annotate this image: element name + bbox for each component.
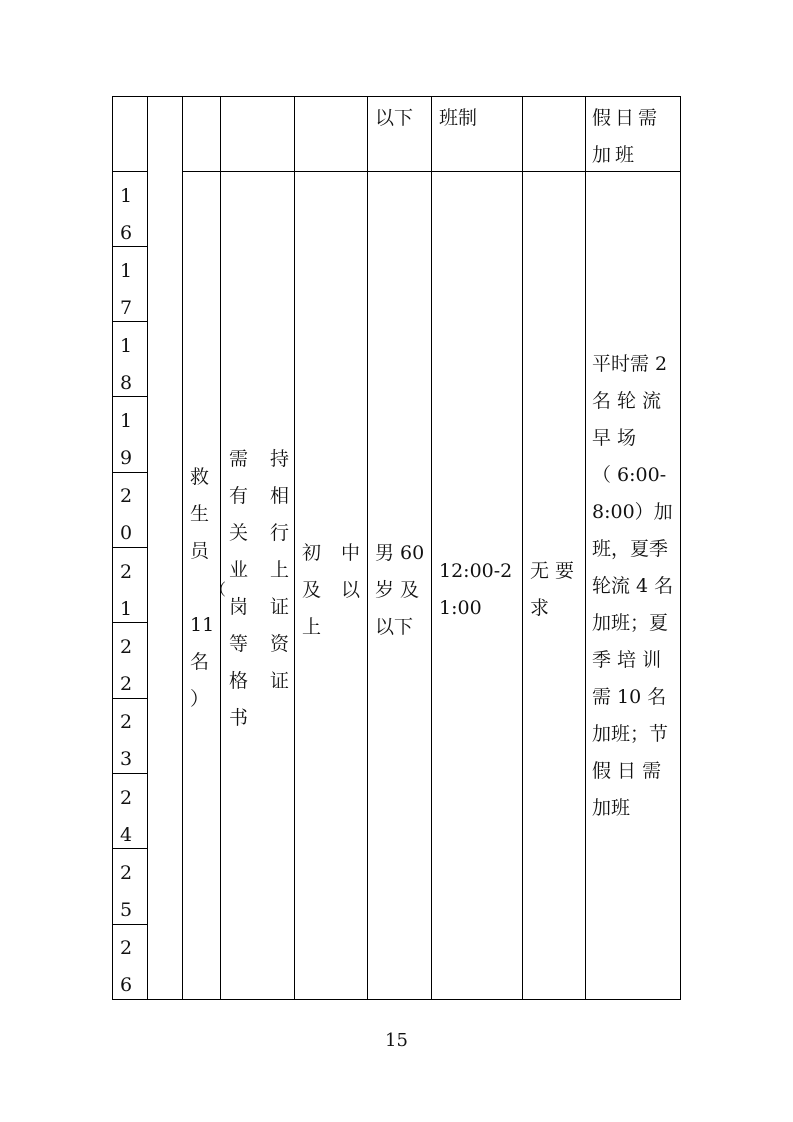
row-number: 2 1 xyxy=(120,561,133,620)
row-number: 2 3 xyxy=(120,711,133,770)
col-border xyxy=(522,96,523,1000)
age-cell: 男 60 岁 及 以下 xyxy=(375,542,425,638)
row-number: 1 8 xyxy=(120,335,133,394)
row-number: 2 4 xyxy=(120,787,133,846)
col-border xyxy=(220,96,221,1000)
row-number: 2 5 xyxy=(120,862,133,921)
header-notes-cell: 假日需 加班 xyxy=(592,107,662,166)
col-border xyxy=(182,96,183,1000)
education-cell: 初 中 及 以 上 xyxy=(302,542,360,638)
col-border xyxy=(431,96,432,1000)
position-paren: （ xyxy=(210,580,227,599)
col-border xyxy=(585,96,586,1000)
notes-cell: 平时需 2 名 轮 流 早 场 （ 6:00- 8:00）加 班，夏季 轮流 4 名 加班；夏 季 培 训 需 10 名 加班；节 假 日 需 加班 xyxy=(592,353,674,819)
col-border xyxy=(112,96,113,1000)
header-age-cell: 以下 xyxy=(375,107,414,129)
col-border xyxy=(367,96,368,1000)
header-shift-cell: 班制 xyxy=(439,107,478,129)
experience-cell: 无 要 求 xyxy=(530,560,575,619)
row-number: 1 6 xyxy=(120,185,133,244)
col-border xyxy=(680,96,681,1000)
qualification-cell: 需 持 有 相 关 行 业 上 岗 证 等 资 格 证 书 xyxy=(229,448,289,729)
col-border xyxy=(147,96,148,1000)
col-border xyxy=(294,96,295,1000)
row-number: 1 7 xyxy=(120,260,133,319)
row-number: 2 6 xyxy=(120,937,133,996)
row-number: 2 2 xyxy=(120,636,133,695)
header-row-divider xyxy=(112,171,147,172)
row-number: 1 9 xyxy=(120,410,133,469)
table-bottom-border xyxy=(112,999,680,1000)
row-number: 2 0 xyxy=(120,485,133,544)
table-top-border xyxy=(112,96,680,97)
page-number: 15 xyxy=(385,1030,408,1051)
position-cell: 救 生 员 11 名 ） xyxy=(190,466,215,710)
hours-cell: 12:00-2 1:00 xyxy=(439,560,513,619)
